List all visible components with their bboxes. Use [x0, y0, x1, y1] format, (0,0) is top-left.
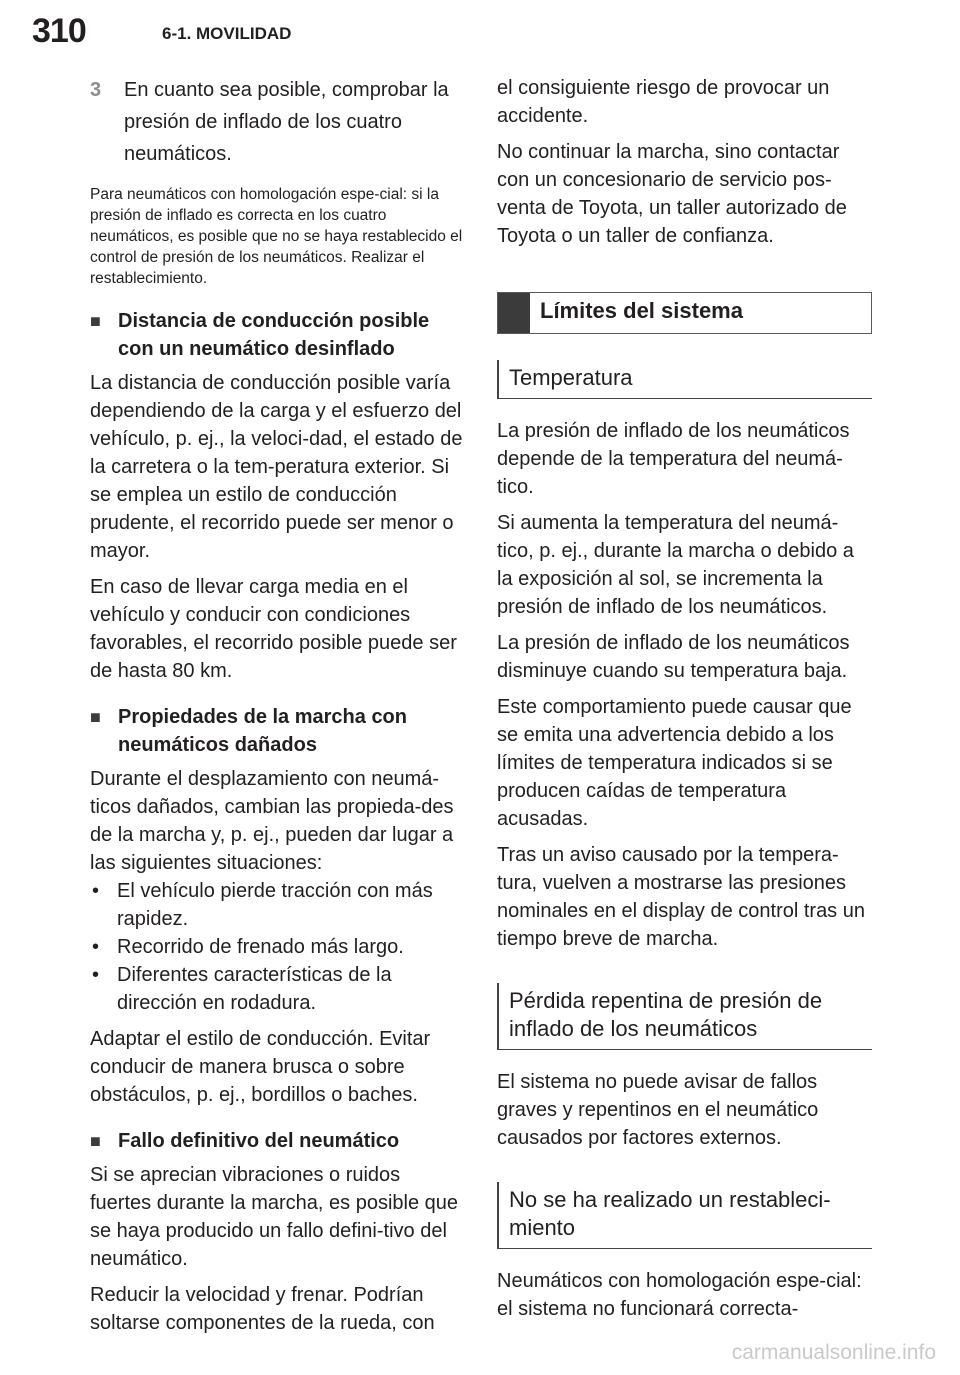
special-tyre-note: Para neumáticos con homologación espe-cial: si la presión de inflado es correcta en los cuatro neumáticos, es posible que no se haya restablecido el control de presión de los neumáticos. Realizar el restablecimiento.: [90, 186, 463, 287]
section-title: 6-1. MOVILIDAD: [162, 24, 292, 43]
paragraph: Si aumenta la temperatura del neumá-tico, p. ej., durante la marcha o debido a la exposición al sol, se incrementa la presión de inflado de los neumáticos.: [497, 512, 854, 618]
paragraph: Reducir la velocidad y frenar. Podrían soltarse componentes de la rueda, con: [90, 1284, 435, 1334]
black-square-icon: ■: [90, 707, 101, 727]
watermark: carmanualsonline.info: [731, 1341, 936, 1364]
right-column: [497, 74, 872, 1331]
bullet-icon: •: [92, 936, 100, 958]
paragraph: La presión de inflado de los neumáticos disminuye cuando su temperatura baja.: [497, 632, 850, 682]
step-text: En cuanto sea posible, comprobar la presión de inflado de los cuatro neumáticos.: [124, 79, 449, 165]
subsection-title-temperature: Temperatura: [497, 360, 872, 399]
paragraph: Tras un aviso causado por la tempera-tura, vuelven a mostrarse las presiones nominales en el display de control tras un tiempo breve de marcha.: [497, 844, 865, 950]
subsection-title-no-reset: No se ha realizado un restableci-miento: [497, 1182, 872, 1249]
bullet-icon: •: [92, 880, 100, 902]
paragraph: Si se aprecian vibraciones o ruidos fuertes durante la marcha, es posible que se haya producido un fallo defini-tivo del neumático.: [90, 1164, 458, 1270]
list-item: • El vehículo pierde tracción con más rapidez.: [90, 877, 465, 933]
step-3: [90, 74, 465, 170]
heading-bar: [498, 293, 530, 333]
paragraph: el consiguiente riesgo de provocar un accidente.: [497, 77, 830, 127]
list-item: • Recorrido de frenado más largo.: [90, 933, 465, 961]
paragraph: La presión de inflado de los neumáticos depende de la temperatura del neumá-tico.: [497, 420, 850, 498]
situations-list: [90, 877, 465, 1017]
paragraph: El sistema no puede avisar de fallos graves y repentinos en el neumático causados por factores externos.: [497, 1071, 819, 1149]
page-number: 310: [32, 12, 86, 50]
paragraph: Durante el desplazamiento con neumá-ticos dañados, cambian las propieda-des de la marcha y, p. ej., pueden dar lugar a las siguientes situaciones:: [90, 768, 454, 874]
bullet-icon: •: [92, 964, 100, 986]
list-item: • Diferentes características de la dirección en rodadura.: [90, 961, 465, 1017]
paragraph: Este comportamiento puede causar que se emita una advertencia debido a los límites de temperatura indicados si se producen caídas de temperatura acusadas.: [497, 696, 852, 830]
subheading-driving-distance: ■ Distancia de conducción posible con un neumático desinflado: [90, 307, 465, 363]
paragraph: La distancia de conducción posible varía dependiendo de la carga y el esfuerzo del vehículo, p. ej., la veloci-dad, el estado de la carretera o la tem-peratura exterior. Si se emplea un estilo de conducción prudente, el recorrido puede ser menor o mayor.: [90, 372, 463, 562]
paragraph: No continuar la marcha, sino contactar con un concesionario de servicio pos-venta de Toyota, un taller autorizado de Toyota o un taller de confianza.: [497, 141, 847, 247]
subheading-tyre-failure: ■ Fallo definitivo del neumático: [90, 1127, 465, 1155]
black-square-icon: ■: [90, 1131, 101, 1151]
step-number: 3: [90, 79, 102, 101]
paragraph: Neumáticos con homologación espe-cial: el sistema no funcionará correcta-: [497, 1270, 862, 1320]
paragraph: Adaptar el estilo de conducción. Evitar conducir de manera brusca o sobre obstáculos, p. ej., bordillos o baches.: [90, 1028, 431, 1106]
left-column: [90, 74, 465, 1345]
paragraph: En caso de llevar carga media en el vehículo y conducir con condiciones favorables, el recorrido posible puede ser de hasta 80 km.: [90, 576, 457, 682]
subheading-damaged-tyres: ■ Propiedades de la marcha con neumáticos dañados: [90, 703, 465, 759]
subsection-title-pressure-loss: Pérdida repentina de presión de inflado de los neumáticos: [497, 983, 872, 1050]
section-heading-system-limits: Límites del sistema: [497, 292, 872, 334]
black-square-icon: ■: [90, 311, 101, 331]
